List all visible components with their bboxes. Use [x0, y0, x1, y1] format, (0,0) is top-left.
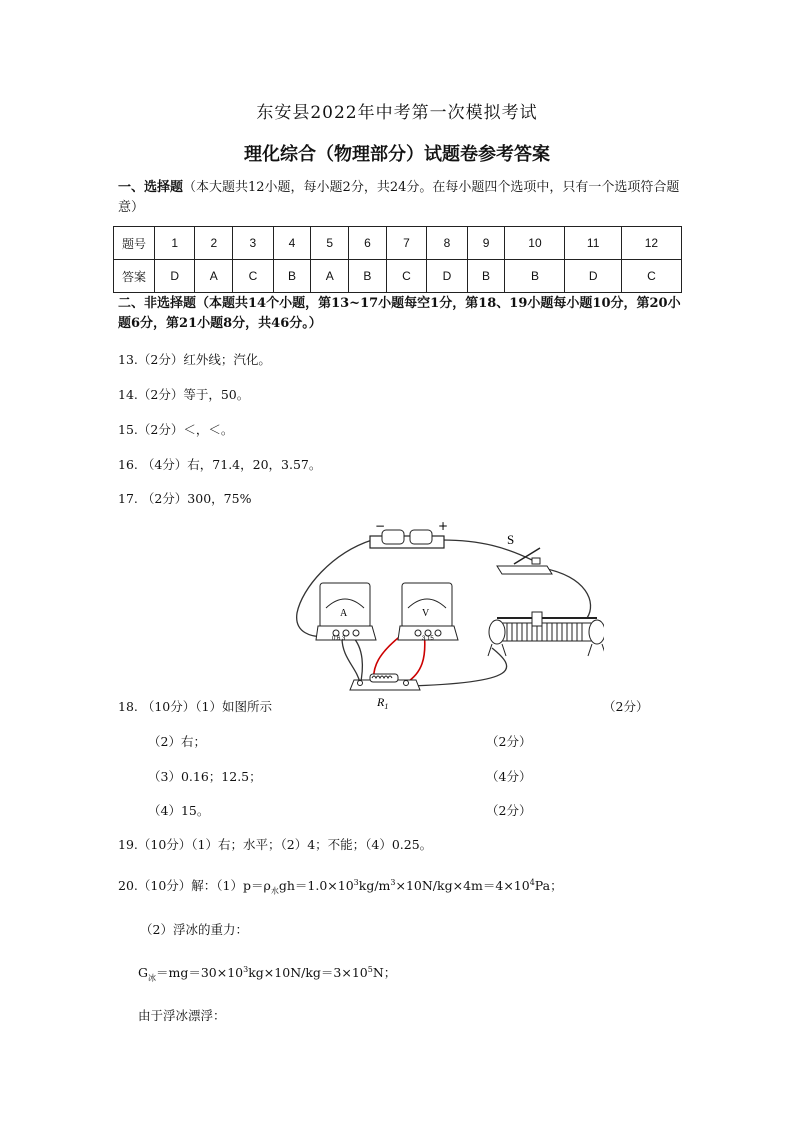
row-label-answer: 答案	[114, 260, 155, 293]
table-cell: 8	[427, 227, 467, 260]
section1-title: 一、选择题	[118, 180, 184, 195]
answer-18-1: 18. （10分）（1）如图所示	[118, 699, 272, 714]
section1-heading	[118, 178, 688, 218]
answer-20-2: （2）浮冰的重力：	[140, 922, 248, 937]
voltmeter-terminals: 3 15	[422, 636, 434, 642]
battery-minus-label: −	[375, 519, 386, 533]
table-cell: D	[427, 260, 467, 293]
table-cell: B	[349, 260, 387, 293]
table-cell: 10	[505, 227, 565, 260]
section2-heading: 二、非选择题（本题共14个小题，第13~17小题每空1分，第18、19小题每小题10分，第20小题6分，第21小题8分，共46分。）	[118, 296, 681, 331]
table-cell: C	[621, 260, 681, 293]
table-cell: 5	[311, 227, 349, 260]
answer-18-2-score: （2分）	[486, 734, 532, 749]
section1-desc: （本大题共12小题，每小题2分，共24分。在每小题四个选项中，只有一个选项符合题意）	[118, 180, 680, 215]
answer-18-4: （4）15。	[148, 803, 210, 818]
rheostat-icon	[488, 612, 604, 656]
ammeter-label: A	[340, 608, 348, 619]
battery-plus-label: +	[438, 519, 449, 533]
answer-18-2: （2）右；	[148, 734, 206, 749]
exam-subtitle: 理化综合（物理部分）试题卷参考答案	[244, 144, 550, 165]
table-cell: 9	[467, 227, 505, 260]
table-cell: 6	[349, 227, 387, 260]
table-cell: 12	[621, 227, 681, 260]
answer-18-3: （3）0.16；12.5；	[148, 769, 262, 784]
table-cell: 1	[155, 227, 195, 260]
answer-13: 13.（2分）红外线；汽化。	[118, 352, 271, 367]
table-cell: A	[195, 260, 233, 293]
table-cell: 4	[273, 227, 311, 260]
table-cell: 11	[565, 227, 621, 260]
table-cell: B	[467, 260, 505, 293]
resistor-label: $R_1$	[377, 695, 389, 711]
answer-19: 19.（10分）（1）右；水平；（2）4；不能；（4）0.25。	[118, 837, 433, 852]
answer-17: 17. （2分）300，75%	[118, 491, 252, 506]
answer-18-3-score: （4分）	[486, 769, 532, 784]
voltmeter-label: V	[422, 608, 430, 619]
table-cell: D	[565, 260, 621, 293]
table-cell: 2	[195, 227, 233, 260]
table-cell: D	[155, 260, 195, 293]
answer-table	[113, 226, 682, 293]
answer-20-float: 由于浮冰漂浮：	[138, 1008, 226, 1023]
answer-15: 15.（2分）＜，＜。	[118, 422, 234, 437]
switch-label: S	[507, 532, 515, 547]
row-label-number: 题号	[114, 227, 155, 260]
answer-20-gravity: $G_冰=mg=30\times 10^3kg\times 10N/kg=3\times 10^5N$；	[138, 964, 397, 983]
table-cell: B	[273, 260, 311, 293]
table-cell: C	[386, 260, 426, 293]
answer-18-1-score: （2分）	[603, 699, 649, 714]
table-row	[114, 227, 682, 260]
table-cell: 7	[386, 227, 426, 260]
exam-title: 东安县2022年中考第一次模拟考试	[256, 103, 538, 123]
answer-16: 16. （4分）右，71.4，20，3.57。	[118, 457, 322, 472]
table-cell: 3	[233, 227, 273, 260]
table-row	[114, 260, 682, 293]
ammeter-terminals: 0.6 3	[332, 636, 346, 642]
resistor-icon	[350, 674, 420, 690]
table-cell: A	[311, 260, 349, 293]
table-cell: B	[505, 260, 565, 293]
switch-icon	[497, 548, 552, 574]
answer-14: 14.（2分）等于，50。	[118, 387, 250, 402]
circuit-diagram	[292, 518, 604, 714]
table-cell: C	[233, 260, 273, 293]
answer-18-4-score: （2分）	[486, 803, 532, 818]
answer-20-1: 20.（10分）解：$(1)p=\rho_水gh=1.0\times 10^3kg/m^3\times 10N/kg\times 4m=4\times 10^4Pa$；	[118, 877, 563, 896]
